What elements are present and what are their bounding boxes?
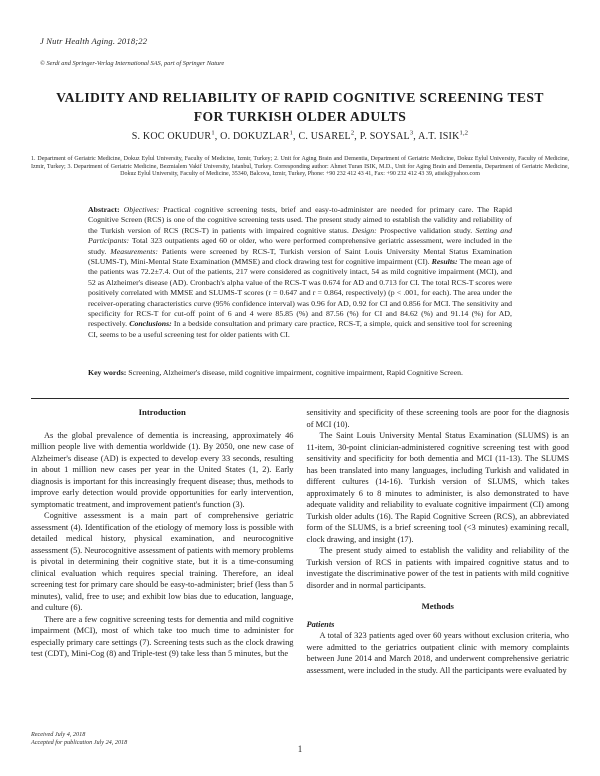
- author: [220, 131, 298, 142]
- paper-title-line-2: FOR TURKISH OLDER ADULTS: [193, 109, 407, 124]
- intro-paragraph-2: Cognitive assessment is a main part of comprehensive geriatric assessment (4). Identification of the etiology of memory loss is possible with detailed medical history, physical examination, and neurocognitive assessment (5). Neurocognitive assessment of patients with memory problems is pivotal in determining their cognitive state, but it is a time-consuming clinical evaluation which requires special training. Therefore, an ideal screening test for primary care should be easy-to-administer; brief (less than 5 minutes), valid, free to use; and exhibit low bias due to education, language, and culture (6).: [31, 511, 294, 612]
- keywords-text: Screening, Alzheimer's disease, mild cognitive impairment, cognitive impairment, Rapid Cognitive Screen.: [128, 368, 463, 377]
- abstract-measurements-label: Measurements:: [110, 246, 162, 256]
- author-separator: ,: [214, 131, 221, 142]
- introduction-heading: Introduction: [138, 407, 186, 417]
- author-name: O. DOKUZLAR: [220, 131, 290, 142]
- intro-paragraph-5: The Saint Louis University Mental Status Examination (SLUMS) is an 11-item, 30-point clinician-administered cognitive screening test with good sensitivity and specificity for both dementia and MCI (11-13). The SLUMS has been translated into many languages, including Turkish and validated in different cultures (14-16). Turkish version of SLUMS, which takes approximately 6 to 8 minutes to administer, is also demonstrated to have adequate validity and reliability to evaluate cognitive impairment (CI) among Turkish older adults (16). The Rapid Cognitive Screen (RCS), an abbreviated form of the SLUMS, is a brief screening tool (<3 minutes) examining recall, clock drawing, and insight (17).: [306, 431, 569, 544]
- author: [360, 131, 418, 142]
- paper-title: [31, 88, 569, 126]
- body-columns: [31, 407, 569, 676]
- abstract-conclusions-label: Conclusions:: [129, 319, 174, 329]
- journal-citation: J Nutr Health Aging. 2018;22: [40, 36, 148, 46]
- methods-paragraph-1: A total of 323 patients aged over 60 years without exclusion criteria, who were admitted to the geriatrics outpatient clinic with memory complaints between June 2014 and March 2018, and underwent comprehensive geriatric assessment, were included in the study. All the participants were evaluated by: [306, 631, 569, 675]
- author: [132, 131, 220, 142]
- author-affiliation-sup: 1,2: [459, 129, 469, 137]
- abstract-objectives-text: Practical cognitive screening tests, brief and easy-to-administer are needed for primary care. The Rapid Cognitive Screen (RCS) is one of the cognitive screening tests used. The present study aimed to establish the validity and reliability of the Turkish version of RCS (RCS-T) in patients with impaired cognitive status.: [88, 205, 513, 235]
- keywords: [88, 368, 512, 378]
- author-name: P. SOYSAL: [359, 131, 410, 142]
- author-affiliation-sup: 2: [350, 129, 355, 137]
- abstract-label: Abstract:: [88, 205, 124, 214]
- received-date: Received July 4, 2018: [31, 731, 86, 738]
- header-divider: [31, 398, 569, 399]
- page-number: 1: [297, 744, 303, 754]
- abstract-results-text: The mean age of the patients was 72.2±7.4. Out of the patients, 217 were considered as cognitively intact, 54 as mild cognitive impairment (MCI), and 52 as Alzheimer's disease (AD). Cronbach's alpha value of the RCS-T was 0.674 for AD and 0.713 for CI. The total RCS-T scores were positively correlated with MMSE and SLUMS-T scores (r = 0.647 and r = 0.864, respectively) (p < .001, for each). The area under the receiver-operating characteristics curve (95% confidence interval) was 0.96 for AD, 0.92 for CI and 0.856 for MCI. The sensitivity and specificity for RCS-T for cut-off point of 6 and 4 were 85.85 (%) and 87.56 (%) for CI and 84.62 (%) and 91.14 (%) for AD, respectively.: [88, 257, 513, 329]
- intro-paragraph-3: There are a few cognitive screening tests for dementia and mild cognitive impairment (MCI), most of which take too much time to administer for especially primary care settings (7). Screening tests such as the clock drawing test (CDT), Mini-Cog (8) and Triple-test (9) take less than 5 minutes, but the: [31, 614, 294, 658]
- affiliations: 1. Department of Geriatric Medicine, Dokuz Eylul University, Faculty of Medicine, Izmir, Turkey; 2. Unit for Aging Brain and Dementia, Department of Geriatric Medicine, Dokuz Eylul University, Faculty of Medicine, Izmir, Turkey; 3. Department of Geriatric Medicine, Bezmialem Vakif University, Istanbul, Turkey. Corresponding author: Ahmet Turan ISIK, M.D., Unit for Aging Brain and Dementia, Department of Geriatric Medicine, Dokuz Eylul University, Faculty of Medicine, 35340, Balcova, Izmir, Turkey, Phone: +90 232 412 43 41, Fax: +90 232 412 43 39, atisik@yahoo.com: [31, 156, 569, 178]
- author-separator: ,: [293, 131, 299, 142]
- methods-heading: Methods: [421, 601, 454, 611]
- patients-subheading: Patients: [306, 619, 335, 629]
- abstract-design-label: Design:: [352, 225, 380, 235]
- author-name: S. KOC OKUDUR: [131, 131, 212, 142]
- author-separator: ,: [354, 131, 360, 142]
- author-affiliation-sup: 1: [211, 129, 215, 137]
- accepted-date: Accepted for publication July 24, 2018: [31, 739, 128, 747]
- paper-title-line-1: VALIDITY AND RELIABILITY OF RAPID COGNITIVE SCREENING TEST: [56, 90, 544, 105]
- abstract-setting-text: Total 323 outpatients aged 60 or older, who were performed comprehensive geriatric assessment, were included in the study.: [88, 236, 512, 256]
- abstract: [88, 205, 512, 340]
- abstract-conclusions-text: In a bedside consultation and primary care practice, RCS-T, a simple, quick and sensitive tool for screening CI, seems to be a useful screening test for older patients with CI.: [88, 319, 512, 339]
- abstract-design-text: Prospective validation study.: [379, 225, 476, 235]
- abstract-setting-label: Setting and Participants:: [88, 225, 512, 246]
- journal-copyright: © Serdi and Springer-Verlag International SAS, part of Springer Nature: [40, 60, 225, 67]
- author-name: A.T. ISIK: [418, 131, 460, 142]
- abstract-measurements-text: Patients were screened by RCS-T, Turkish version of Saint Louis University Mental Status Examination (SLUMS-T), Mini-Mental State Examination (MMSE) and clock drawing test for cognitive impairment (CI).: [88, 246, 512, 267]
- right-column: [307, 407, 570, 676]
- author: [418, 131, 468, 142]
- author-affiliation-sup: 1: [289, 129, 294, 137]
- intro-paragraph-4: sensitivity and specificity of these screening tools are poor for the diagnosis of MCI (10).: [306, 408, 569, 429]
- keywords-label: Key words:: [88, 368, 129, 377]
- author: [298, 131, 359, 142]
- abstract-results-label: Results:: [431, 257, 460, 267]
- author-separator: ,: [413, 131, 419, 142]
- intro-paragraph-6: The present study aimed to establish the validity and reliability of the Turkish version of RCS in patients with impaired cognitive status and to investigate the discriminative power of the test in patients with mild cognitive disorder and in normal participants.: [306, 546, 569, 590]
- intro-paragraph-1: As the global prevalence of dementia is increasing, approximately 46 million people live with dementia worldwide (1). By 2050, one new case of Alzheimer's disease (AD) is expected to develop every 33 seconds, resulting in about 1 million new cases per year in the United States (1, 2). Early diagnosis is important for this increasingly frequent disease; thus, methods to improve early detection would provide opportunities for early intervention, symptomatic treatment, and improvement patient's function (3).: [31, 430, 294, 509]
- abstract-objectives-label: Objectives:: [123, 205, 164, 214]
- left-column: [31, 407, 294, 676]
- author-name: C. USAREL: [298, 131, 351, 142]
- author-list: [31, 131, 569, 142]
- author-affiliation-sup: 3: [409, 129, 414, 137]
